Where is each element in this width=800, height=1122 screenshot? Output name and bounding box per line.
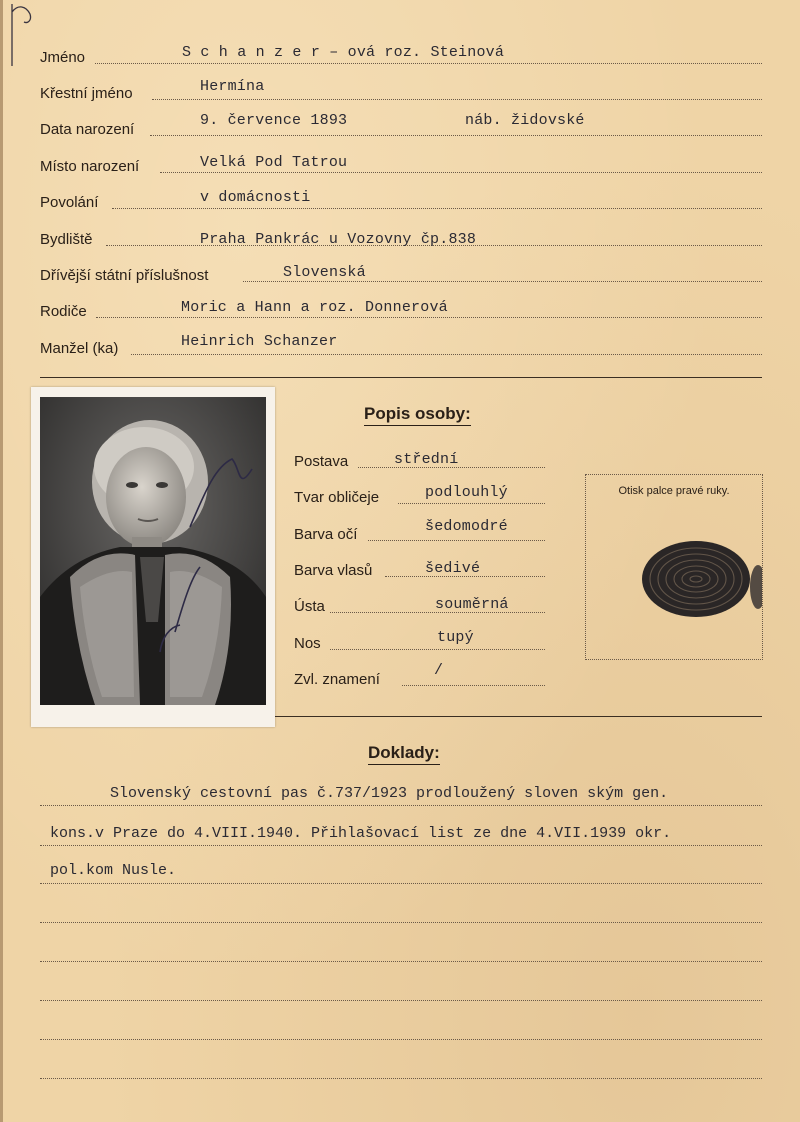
corner-pencil-mark — [8, 2, 34, 68]
section-divider — [275, 716, 762, 717]
dotted-line — [398, 503, 545, 504]
label-data-narozeni: Data narození — [40, 121, 135, 138]
label-bydliste: Bydliště — [40, 231, 93, 248]
portrait-drawing — [40, 397, 266, 705]
dotted-line — [40, 1000, 762, 1001]
value-rodice: Moric a Hann a roz. Donnerová — [181, 299, 448, 316]
value-barva-vlasu: šedivé — [425, 560, 481, 577]
dotted-line — [40, 805, 762, 806]
dotted-line — [112, 208, 762, 209]
value-jmeno: S c h a n z e r – ová roz. Steinová — [182, 44, 505, 61]
dotted-line — [368, 540, 545, 541]
label-krestni: Křestní jméno — [40, 85, 133, 102]
dotted-line — [243, 281, 762, 282]
dotted-line — [40, 883, 762, 884]
value-bydliste: Praha Pankrác u Vozovny čp.838 — [200, 231, 477, 248]
section-divider — [40, 377, 762, 378]
value-povolani: v domácnosti — [200, 189, 311, 206]
value-usta: souměrná — [435, 596, 509, 613]
thumbprint-box — [585, 474, 763, 660]
label-tvar-obliceje: Tvar obličeje — [294, 489, 380, 506]
value-tvar-obliceje: podlouhlý — [425, 484, 508, 501]
dotted-line — [152, 99, 762, 100]
page-edge — [0, 0, 3, 1122]
value-manzel: Heinrich Schanzer — [181, 333, 338, 350]
label-postava: Postava — [294, 453, 349, 470]
label-zvl-znameni: Zvl. znamení — [294, 671, 380, 688]
dotted-line — [96, 317, 762, 318]
doklady-line-3: pol.kom Nusle. — [50, 862, 177, 879]
label-nos: Nos — [294, 635, 321, 652]
dotted-line — [150, 135, 762, 136]
thumbprint-mark — [638, 535, 762, 625]
heading-popis-osoby: Popis osoby: — [364, 404, 471, 426]
dotted-line — [160, 172, 762, 173]
doklady-line-1: Slovenský cestovní pas č.737/1923 prodloužený sloven ským gen. — [110, 785, 669, 802]
value-prislusnost: Slovenská — [283, 264, 366, 281]
value-data-narozeni: 9. července 1893 — [200, 112, 348, 129]
value-nos: tupý — [437, 629, 474, 646]
label-misto: Místo narození — [40, 158, 140, 175]
heading-doklady: Doklady: — [368, 743, 440, 765]
label-usta: Ústa — [294, 598, 325, 615]
dotted-line — [131, 354, 762, 355]
value-krestni: Hermína — [200, 78, 265, 95]
portrait-photo — [40, 397, 266, 705]
thumbprint-label: Otisk palce pravé ruky. — [618, 485, 730, 497]
dotted-line — [40, 1039, 762, 1040]
label-barva-oci: Barva očí — [294, 526, 358, 543]
doklady-line-2: kons.v Praze do 4.VIII.1940. Přihlašovací list ze dne 4.VII.1939 okr. — [50, 825, 672, 842]
label-manzel: Manžel (ka) — [40, 340, 119, 357]
value-barva-oci: šedomodré — [425, 518, 508, 535]
value-postava: střední — [394, 451, 459, 468]
dotted-line — [40, 922, 762, 923]
dotted-line — [40, 845, 762, 846]
value-misto: Velká Pod Tatrou — [200, 154, 348, 171]
value-nabozenstvi: náb. židovské — [465, 112, 585, 129]
label-povolani: Povolání — [40, 194, 99, 211]
label-jmeno: Jméno — [40, 49, 86, 66]
value-zvl-znameni: / — [434, 662, 444, 679]
dotted-line — [40, 1078, 762, 1079]
photo-mount — [31, 387, 275, 727]
dotted-line — [402, 685, 545, 686]
dotted-line — [40, 961, 762, 962]
label-barva-vlasu: Barva vlasů — [294, 562, 373, 579]
dotted-line — [95, 63, 762, 64]
label-rodice: Rodiče — [40, 303, 87, 320]
label-prislusnost: Dřívější státní příslušnost — [40, 267, 209, 284]
dotted-line — [330, 649, 545, 650]
